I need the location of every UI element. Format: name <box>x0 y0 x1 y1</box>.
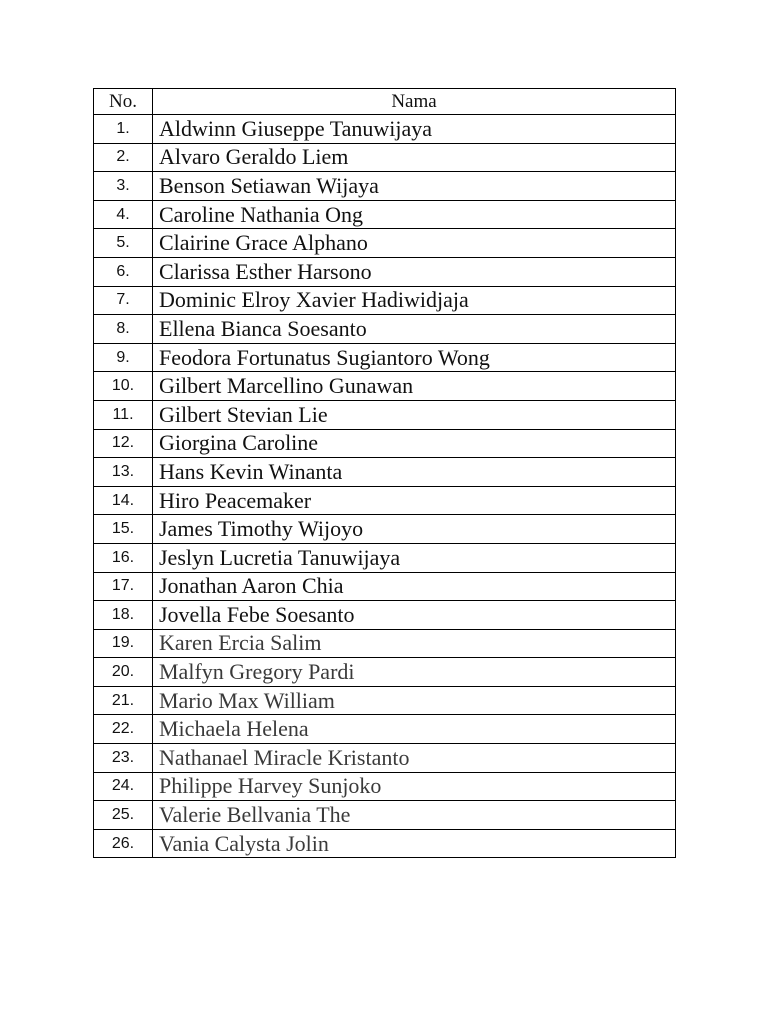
row-number: 14. <box>94 486 153 515</box>
table-row <box>94 686 676 715</box>
student-name: Caroline Nathania Ong <box>153 200 676 229</box>
row-number: 2. <box>94 143 153 172</box>
student-name: Gilbert Marcellino Gunawan <box>153 372 676 401</box>
student-name: Hans Kevin Winanta <box>153 458 676 487</box>
table-row <box>94 286 676 315</box>
row-number: 1. <box>94 115 153 144</box>
table-row <box>94 143 676 172</box>
row-number: 21. <box>94 686 153 715</box>
row-number: 11. <box>94 400 153 429</box>
row-number: 3. <box>94 172 153 201</box>
student-name: Hiro Peacemaker <box>153 486 676 515</box>
table-row <box>94 343 676 372</box>
student-name: Nathanael Miracle Kristanto <box>153 744 676 773</box>
student-name: Giorgina Caroline <box>153 429 676 458</box>
table-row <box>94 543 676 572</box>
table-row <box>94 801 676 830</box>
student-name: Benson Setiawan Wijaya <box>153 172 676 201</box>
row-number: 20. <box>94 658 153 687</box>
row-number: 22. <box>94 715 153 744</box>
student-name: Mario Max William <box>153 686 676 715</box>
table-row <box>94 601 676 630</box>
table-row <box>94 257 676 286</box>
student-name: Clarissa Esther Harsono <box>153 257 676 286</box>
row-number: 7. <box>94 286 153 315</box>
table-row <box>94 829 676 858</box>
row-number: 16. <box>94 543 153 572</box>
row-number: 26. <box>94 829 153 858</box>
column-header-name: Nama <box>153 89 676 115</box>
student-name: Clairine Grace Alphano <box>153 229 676 258</box>
table-row <box>94 658 676 687</box>
row-number: 13. <box>94 458 153 487</box>
table-header-row <box>94 89 676 115</box>
table-row <box>94 458 676 487</box>
table-row <box>94 200 676 229</box>
table-row <box>94 772 676 801</box>
student-name: Karen Ercia Salim <box>153 629 676 658</box>
row-number: 6. <box>94 257 153 286</box>
row-number: 23. <box>94 744 153 773</box>
row-number: 5. <box>94 229 153 258</box>
student-name: Philippe Harvey Sunjoko <box>153 772 676 801</box>
table-row <box>94 372 676 401</box>
row-number: 18. <box>94 601 153 630</box>
row-number: 19. <box>94 629 153 658</box>
student-name: Jeslyn Lucretia Tanuwijaya <box>153 543 676 572</box>
table-row <box>94 172 676 201</box>
table-row <box>94 515 676 544</box>
row-number: 4. <box>94 200 153 229</box>
table-row <box>94 572 676 601</box>
student-name: Feodora Fortunatus Sugiantoro Wong <box>153 343 676 372</box>
student-name: Ellena Bianca Soesanto <box>153 315 676 344</box>
student-name: Dominic Elroy Xavier Hadiwidjaja <box>153 286 676 315</box>
student-name: Alvaro Geraldo Liem <box>153 143 676 172</box>
row-number: 17. <box>94 572 153 601</box>
table-row <box>94 715 676 744</box>
row-number: 9. <box>94 343 153 372</box>
row-number: 12. <box>94 429 153 458</box>
student-name: Gilbert Stevian Lie <box>153 400 676 429</box>
table-row <box>94 629 676 658</box>
table-row <box>94 115 676 144</box>
student-name: Michaela Helena <box>153 715 676 744</box>
table-row <box>94 229 676 258</box>
student-name: Valerie Bellvania The <box>153 801 676 830</box>
row-number: 15. <box>94 515 153 544</box>
table-row <box>94 486 676 515</box>
student-name: James Timothy Wijoyo <box>153 515 676 544</box>
table-row <box>94 744 676 773</box>
student-name: Jovella Febe Soesanto <box>153 601 676 630</box>
row-number: 24. <box>94 772 153 801</box>
student-name: Malfyn Gregory Pardi <box>153 658 676 687</box>
student-name-table <box>93 88 676 858</box>
column-header-no: No. <box>94 89 153 115</box>
table-row <box>94 315 676 344</box>
row-number: 8. <box>94 315 153 344</box>
student-name: Jonathan Aaron Chia <box>153 572 676 601</box>
student-name: Vania Calysta Jolin <box>153 829 676 858</box>
student-name: Aldwinn Giuseppe Tanuwijaya <box>153 115 676 144</box>
table-body <box>94 115 676 858</box>
row-number: 25. <box>94 801 153 830</box>
row-number: 10. <box>94 372 153 401</box>
table-row <box>94 429 676 458</box>
table-row <box>94 400 676 429</box>
